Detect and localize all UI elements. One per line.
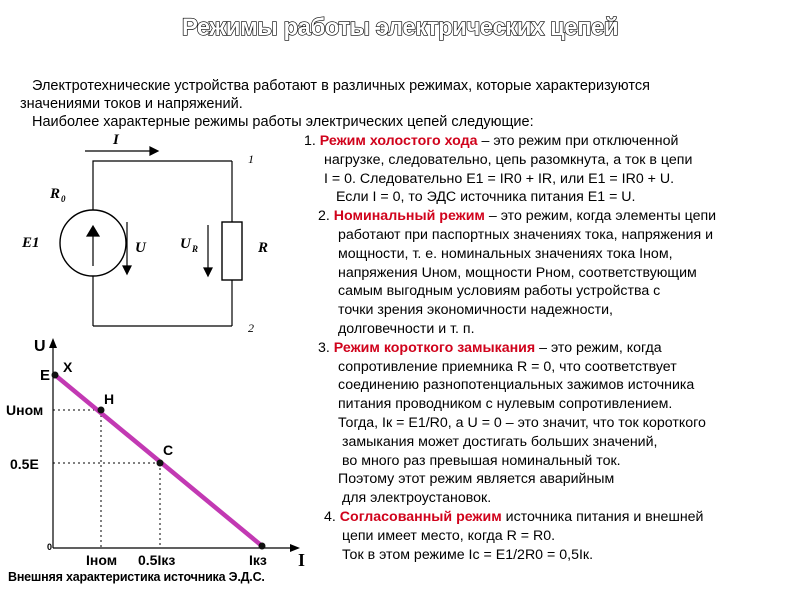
resistor bbox=[222, 222, 242, 280]
u-label: U bbox=[135, 240, 146, 256]
mode-text: для электроустановок. bbox=[342, 490, 492, 507]
mode-number: 1. bbox=[304, 133, 316, 149]
mode-number: 4. bbox=[324, 508, 336, 525]
ur-subscript: R bbox=[192, 244, 199, 254]
tick-e: E bbox=[40, 367, 51, 384]
mode-number: 3. bbox=[318, 339, 330, 356]
intro-line: значениями токов и напряжений. bbox=[20, 96, 243, 112]
point-x-label: X bbox=[63, 359, 73, 375]
mode-item bbox=[304, 339, 794, 508]
tick-unom: Uном bbox=[6, 402, 44, 418]
mode-text: замыкания может достигать больших значений, bbox=[342, 433, 658, 450]
r-label: R bbox=[258, 240, 269, 256]
mode-item bbox=[304, 508, 794, 564]
mode-text: питания проводником с нулевым сопротивлением. bbox=[338, 396, 673, 413]
r0-label: R bbox=[50, 186, 61, 202]
mode-name: Номинальный режим bbox=[333, 208, 485, 225]
mode-item bbox=[304, 207, 794, 339]
intro-line: Наиболее характерные режимы работы электрических цепей следующие: bbox=[32, 114, 534, 130]
point-h-label: Н bbox=[104, 391, 115, 407]
mode-text: источника питания и внешней bbox=[501, 508, 704, 525]
mode-name: Режим короткого замыкания bbox=[333, 339, 536, 356]
source-arrowhead bbox=[87, 226, 99, 236]
mode-text: I = 0. Следовательно E1 = IR0 + IR, или E1 = IR0 + U. bbox=[324, 170, 675, 187]
wire-top bbox=[93, 161, 232, 210]
tick-ikz: Iкз bbox=[249, 552, 267, 568]
circuit-diagram bbox=[60, 147, 242, 326]
mode-text: – это режим, когда bbox=[535, 339, 662, 356]
node-2-label: 2 bbox=[248, 321, 254, 335]
point-h-marker bbox=[98, 407, 105, 414]
tick-inom: Iном bbox=[86, 552, 118, 568]
mode-name: Согласованный режим bbox=[339, 508, 502, 525]
mode-text: – это режим при отключенной bbox=[477, 133, 679, 149]
point-c-marker bbox=[157, 460, 164, 467]
mode-text: нагрузке, следовательно, цепь разомкнута, а ток в цепи bbox=[324, 151, 693, 168]
mode-text: соединению разнопотенциальных зажимов источника bbox=[338, 377, 695, 394]
page-title: Режимы работы электрических цепей bbox=[181, 14, 619, 41]
e1-label: E1 bbox=[22, 235, 40, 251]
node-1-label: 1 bbox=[248, 152, 254, 166]
intro-line: Электротехнические устройства работают в различных режимах, которые характеризуются bbox=[32, 78, 650, 94]
mode-text: Ток в этом режиме Iс = E1/2R0 = 0,5Iк. bbox=[342, 546, 594, 563]
tick-origin: 0 bbox=[47, 542, 53, 552]
mode-text: во много раз превышая номинальный ток. bbox=[342, 452, 621, 469]
mode-item bbox=[304, 132, 794, 207]
modes-list bbox=[304, 132, 794, 564]
u-arrowhead bbox=[123, 266, 131, 274]
mode-text: Тогда, Iк = E1/R0, а U = 0 – это значит, что ток короткого bbox=[338, 414, 706, 431]
current-label: I bbox=[113, 132, 119, 148]
point-c-label: С bbox=[163, 442, 174, 458]
mode-text: цепи имеет место, когда R = R0. bbox=[342, 527, 556, 544]
y-axis-label: U bbox=[34, 338, 46, 355]
point-ikz-marker bbox=[259, 543, 266, 550]
mode-name: Режим холостого хода bbox=[319, 133, 478, 149]
tick-half-ikz: 0.5Iкз bbox=[138, 552, 176, 568]
graph-caption: Внешняя характеристика источника Э.Д.С. bbox=[8, 570, 265, 584]
mode-text: работают при паспортных значениях тока, напряжения и bbox=[338, 226, 714, 243]
mode-text: сопротивление приемника R = 0, что соответствует bbox=[338, 358, 677, 375]
r0-subscript: 0 bbox=[61, 194, 66, 204]
mode-text: точки зрения экономичности надежности, bbox=[338, 302, 613, 319]
mode-text: – это режим, когда элементы цепи bbox=[484, 208, 717, 225]
mode-text: напряжения Uном, мощности Pном, соответствующим bbox=[338, 264, 697, 281]
mode-text: самым выгодным условиям работы устройства с bbox=[338, 283, 661, 300]
mode-text: мощности, т. е. номинальных значениях тока Iном, bbox=[338, 245, 673, 262]
x-axis-label: I bbox=[298, 550, 306, 570]
current-arrowhead bbox=[150, 147, 158, 155]
mode-text: долговечности и т. п. bbox=[338, 320, 475, 337]
ur-arrowhead bbox=[204, 268, 212, 276]
tick-half-e: 0.5E bbox=[10, 456, 39, 472]
mode-number: 2. bbox=[318, 208, 330, 225]
mode-text: Если I = 0, то ЭДС источника питания E1 = U. bbox=[336, 189, 636, 206]
ur-label: U bbox=[180, 236, 191, 252]
characteristic-graph bbox=[49, 338, 300, 552]
y-axis-arrow bbox=[49, 338, 57, 348]
mode-text: Поэтому этот режим является аварийным bbox=[338, 471, 615, 488]
point-x-marker bbox=[52, 372, 59, 379]
